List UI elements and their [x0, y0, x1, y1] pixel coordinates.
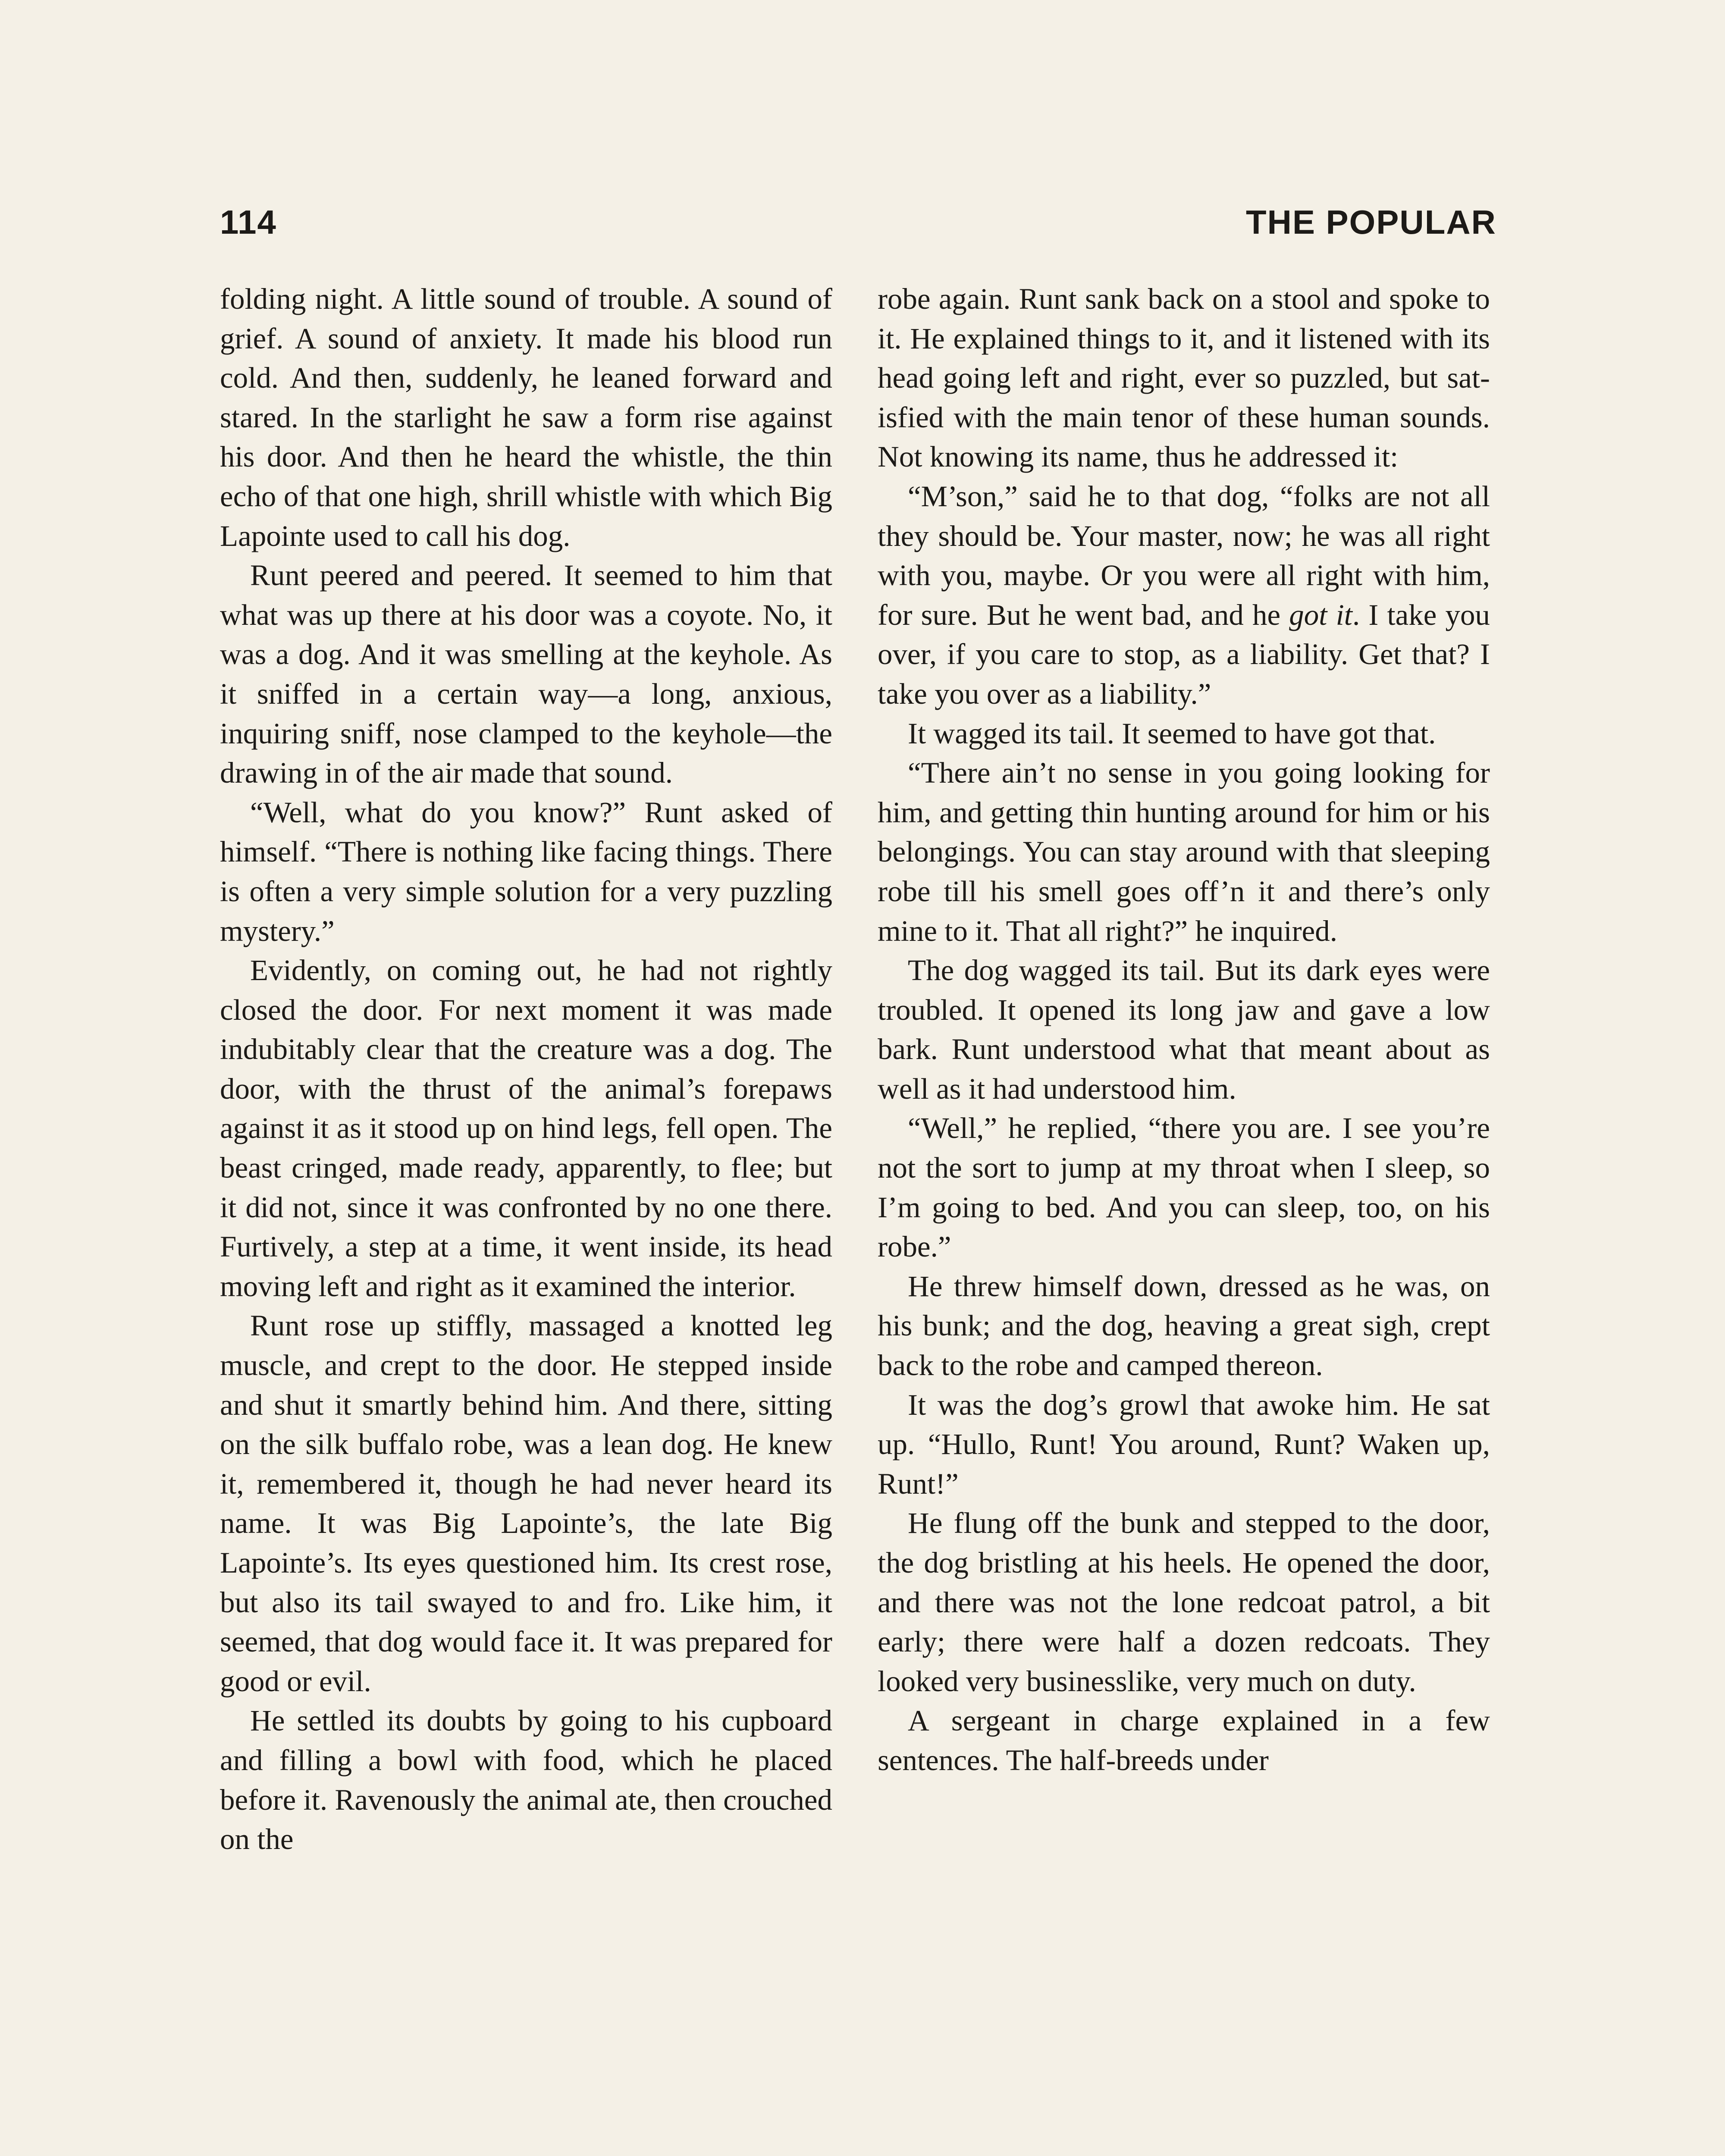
paragraph: Evidently, on coming out, he had not rightly closed the door. For next moment it was made indubitably clear that the creature was a dog. The door, with the thrust of the animal’s forepaws against it as it stood up on hind legs, fell open. The beast cringed, made ready, apparently, to flee; but it did not, since it was confronted by no one there. Furtively, a step at a time, it went inside, its head moving left and right as it examined the interior. [220, 954, 832, 1303]
italic-emphasis: got it [1289, 598, 1352, 631]
paragraph [878, 477, 1490, 714]
paragraph: robe again. Runt sank back on a stool and spoke to it. He explained things to it, and it listened with its head going left and right, ever so puzzled, but satisfied with the main tenor of these human sounds. Not knowing its name, thus he addressed it: [878, 282, 1490, 473]
paragraph: A sergeant in charge explained in a few sentences. The half-breeds under [878, 1704, 1490, 1777]
paragraph: He threw himself down, dressed as he was, on his bunk; and the dog, heaving a great sigh, crept back to the robe and camped thereon. [878, 1269, 1490, 1382]
paragraph-text: “M’son,” said he to that dog, “folks are not all they should be. Your master, now; he was all right with you, maybe. Or you were all right with him, for sure. But he went bad, and he [878, 479, 1490, 631]
paragraph-text: . I take you over, if you care to stop, as a liability. Get that? I take you over as a liability.” [878, 598, 1490, 710]
paragraph: folding night. A little sound of trouble. A sound of grief. A sound of anxiety. It made his blood run cold. And then, suddenly, he leaned forward and stared. In the starlight he saw a form rise against his door. And then he heard the whistle, the thin echo of that one high, shrill whistle with which Big Lapointe used to call his dog. [220, 282, 832, 552]
paragraph: “Well,” he replied, “there you are. I see you’re not the sort to jump at my throat when I sleep, so I’m going to bed. And you can sleep, too, on his robe.” [878, 1112, 1490, 1263]
running-head: THE POPULAR [1245, 203, 1496, 241]
paragraph: “Well, what do you know?” Runt asked of himself. “There is nothing like facing things. There is often a very simple solution for a very puzzling mystery.” [220, 796, 832, 947]
paragraph: It wagged its tail. It seemed to have got that. [908, 717, 1436, 750]
paragraph: Runt peered and peered. It seemed to him that what was up there at his door was a coyote. No, it was a dog. And it was smelling at the keyhole. As it sniffed in a certain way—a long, anxious, inquiring sniff, nose clamped to the keyhole—the drawing in of the air made that sound. [220, 559, 832, 790]
right-column [878, 279, 1490, 1780]
paragraph: He settled its doubts by going to his cupboard and filling a bowl with food, which he placed before it. Ravenously the animal ate, then crouched on the [220, 1704, 832, 1856]
paragraph: Runt rose up stiffly, massaged a knotted leg muscle, and crept to the door. He stepped inside and shut it smartly behind him. And there, sitting on the silk buffalo robe, was a lean dog. He knew it, remembered it, though he had never heard its name. It was Big Lapointe’s, the late Big Lapointe’s. Its eyes questioned him. Its crest rose, but also its tail swayed to and fro. Like him, it seemed, that dog would face it. It was prepared for good or evil. [220, 1309, 832, 1698]
left-column [220, 279, 832, 1859]
paragraph: “There ain’t no sense in you going looking for him, and getting thin hunting around for him or his belongings. You can stay around with that sleeping robe till his smell goes off’n it and there’s only mine to it. That all right?” he inquired. [878, 756, 1490, 947]
paragraph: It was the dog’s growl that awoke him. He sat up. “Hullo, Runt! You around, Runt? Waken up, Runt!” [878, 1388, 1490, 1500]
paragraph: The dog wagged its tail. But its dark eyes were troubled. It opened its long jaw and gave a low bark. Runt understood what that meant about as well as it had understood him. [878, 954, 1490, 1105]
page-number: 114 [220, 203, 277, 241]
page-header [220, 203, 1496, 250]
paragraph: He flung off the bunk and stepped to the door, the dog bristling at his heels. He opened the door, and there was not the lone redcoat patrol, a bit early; there were half a dozen redcoats. They looked very businesslike, very much on duty. [878, 1507, 1490, 1698]
